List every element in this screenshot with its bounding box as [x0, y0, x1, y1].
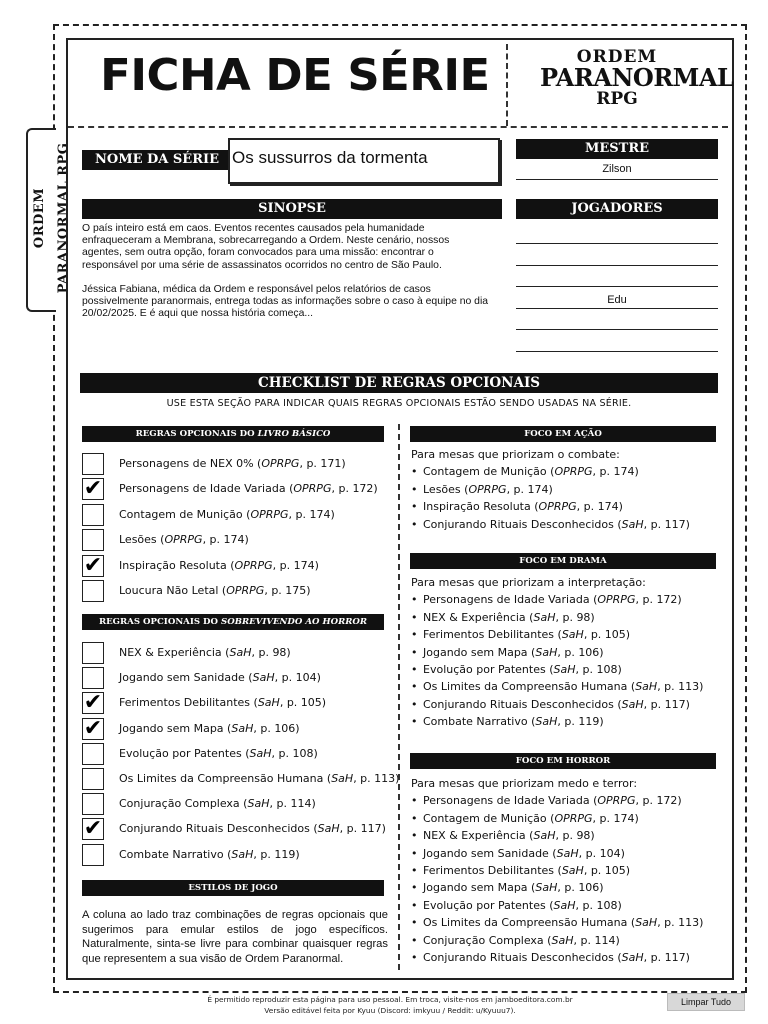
- rule-book: OPRPG: [250, 507, 289, 521]
- focus-item-page: , p. 174): [592, 811, 639, 825]
- focus-item-book: OPRPG: [597, 593, 636, 607]
- focus-item: [411, 498, 721, 515]
- rule-row: [82, 818, 392, 840]
- rule-row: [82, 552, 392, 578]
- rule-page: , p. 175): [264, 584, 311, 597]
- rule-label: [119, 848, 300, 861]
- focus-item-open: (: [589, 794, 598, 808]
- rule-page: , p. 98): [251, 646, 291, 659]
- rule-page: , p. 114): [269, 797, 316, 811]
- series-name-label: NOME DA SÉRIE: [82, 150, 232, 170]
- focus-item-open: (: [545, 663, 554, 677]
- focus-item-page: , p. 174): [576, 500, 623, 514]
- focus-item-name: Conjuração Complexa: [423, 933, 544, 947]
- focus-item: [411, 810, 721, 827]
- rule-name: Jogando sem Mapa: [119, 721, 224, 735]
- focus-item-name: Personagens de Idade Variada: [423, 593, 590, 607]
- focus-item-page: , p. 98): [555, 829, 595, 843]
- focus-list: [411, 591, 721, 730]
- rule-name: Evolução por Patentes: [119, 746, 242, 760]
- rule-label: [119, 772, 399, 785]
- rule-checkbox[interactable]: [82, 743, 104, 765]
- focus-item-book: SaH: [535, 881, 558, 895]
- rule-row: [82, 529, 392, 551]
- rule-label: [119, 584, 311, 597]
- focus-item-name: Evolução por Patentes: [423, 663, 546, 677]
- rule-row: [82, 642, 392, 664]
- focus-item-name: Inspiração Resoluta: [423, 500, 531, 514]
- rule-book: OPRPG: [293, 482, 332, 496]
- rule-name: NEX & Experiência: [119, 646, 222, 659]
- rule-book: SaH: [231, 721, 254, 735]
- rule-row: [82, 667, 392, 689]
- check-icon: ✔: [83, 715, 103, 741]
- focus-item-open: (: [525, 829, 534, 843]
- focus-intro: Para mesas que priorizam a interpretação:: [411, 576, 646, 589]
- focus-item-page: , p. 105): [583, 628, 631, 642]
- focus-item-open: (: [546, 811, 555, 825]
- master-label: MESTRE: [516, 139, 718, 159]
- focus-item: [411, 516, 721, 533]
- players-label: JOGADORES: [516, 199, 718, 219]
- rule-row: [82, 692, 392, 714]
- focus-item-name: Ferimentos Debilitantes: [423, 628, 555, 642]
- rule-open: (: [241, 746, 250, 760]
- focus-item-page: , p. 104): [578, 846, 625, 860]
- page-title: FICHA DE SÉRIE: [100, 50, 490, 101]
- side-tab-text: ORDEM PARANORMAL RPG: [32, 142, 71, 294]
- basic-rules-header: [82, 426, 384, 442]
- focus-item: [411, 678, 721, 695]
- rule-open: (: [323, 772, 332, 785]
- focus-item-book: SaH: [621, 951, 644, 965]
- focus-item-book: SaH: [553, 663, 576, 677]
- focus-item-book: SaH: [551, 933, 574, 947]
- focus-item-name: Jogando sem Mapa: [423, 645, 528, 659]
- rule-open: (: [221, 646, 230, 659]
- focus-item-name: Jogando sem Sanidade: [423, 846, 549, 860]
- focus-item-book: OPRPG: [597, 794, 636, 808]
- rule-name: Loucura Não Letal: [119, 584, 219, 597]
- focus-item-book: SaH: [556, 846, 579, 860]
- focus-item-page: , p. 172): [635, 593, 682, 607]
- focus-item-name: NEX & Experiência: [423, 829, 526, 843]
- logo-line1: ORDEM: [576, 47, 658, 67]
- player-input[interactable]: Edu: [607, 293, 627, 306]
- rule-book: SaH: [229, 646, 252, 659]
- rule-page: , p. 105): [279, 696, 327, 710]
- footer-line1: É permitido reproduzir esta página para uso pessoal. Em troca, visite-nos em jamboeditora.com.br: [207, 995, 573, 1004]
- focus-item-book: OPRPG: [468, 482, 507, 496]
- focus-item-book: SaH: [621, 517, 644, 531]
- rule-open: (: [244, 671, 253, 685]
- column-divider: [398, 424, 400, 970]
- rule-label: [119, 559, 319, 572]
- rule-checkbox[interactable]: [82, 529, 104, 551]
- rule-label: [119, 747, 318, 760]
- focus-action-header: FOCO EM AÇÃO: [410, 426, 716, 442]
- player-input[interactable]: [516, 313, 718, 329]
- rule-checkbox[interactable]: [82, 552, 104, 578]
- styles-header: ESTILOS DE JOGO: [82, 880, 384, 896]
- rule-row: [82, 844, 392, 866]
- focus-item-name: NEX & Experiência: [423, 610, 526, 624]
- focus-item-open: (: [543, 933, 552, 947]
- focus-action-block: [411, 446, 721, 533]
- rule-label: [119, 822, 386, 835]
- rule-page: , p. 113): [353, 772, 400, 785]
- focus-item: [411, 862, 721, 879]
- focus-item-name: Conjurando Rituais Desconhecidos: [423, 697, 614, 711]
- focus-item: [411, 626, 721, 643]
- logo-line3: RPG: [596, 89, 638, 109]
- rule-book: OPRPG: [234, 558, 273, 572]
- focus-item-book: SaH: [635, 680, 658, 694]
- rule-page: , p. 172): [331, 482, 378, 496]
- rule-page: , p. 174): [288, 507, 335, 521]
- rule-label: [119, 696, 326, 709]
- focus-item-open: (: [548, 846, 557, 860]
- rule-open: (: [253, 457, 262, 470]
- rule-page: , p. 171): [299, 457, 346, 470]
- focus-item: [411, 696, 721, 713]
- rule-name: Personagens de Idade Variada: [119, 482, 286, 496]
- focus-item: [411, 879, 721, 896]
- rule-open: (: [239, 797, 248, 811]
- rule-page: , p. 106): [253, 721, 300, 735]
- focus-item: [411, 713, 721, 730]
- focus-item-page: , p. 174): [592, 465, 639, 479]
- focus-item-open: (: [554, 628, 562, 642]
- focus-item-name: Combate Narrativo: [423, 715, 528, 729]
- rule-checkbox[interactable]: [82, 768, 104, 790]
- rule-page: , p. 108): [271, 746, 318, 760]
- focus-item-open: (: [460, 482, 469, 496]
- focus-item-page: , p. 108): [575, 663, 622, 677]
- checklist-subtitle: USE ESTA SEÇÃO PARA INDICAR QUAIS REGRAS OPCIONAIS ESTÃO SENDO USADAS NA SÉRIE.: [166, 398, 632, 409]
- rule-checkbox[interactable]: [82, 818, 104, 840]
- rule-row: [82, 768, 400, 790]
- rule-name: Contagem de Munição: [119, 507, 243, 521]
- focus-item-open: (: [613, 517, 622, 531]
- rule-checkbox[interactable]: [82, 478, 104, 500]
- focus-item-name: Evolução por Patentes: [423, 898, 546, 912]
- focus-item-page: , p. 113): [657, 680, 704, 694]
- rule-open: (: [218, 584, 227, 597]
- rule-open: (: [250, 696, 258, 710]
- focus-item: [411, 932, 721, 949]
- focus-list: [411, 463, 721, 533]
- player-input[interactable]: [516, 270, 718, 286]
- synopsis-text[interactable]: [82, 223, 492, 332]
- clear-all-button[interactable]: Limpar Tudo: [667, 993, 745, 1011]
- focus-item-book: SaH: [535, 715, 558, 729]
- focus-item-open: (: [530, 500, 539, 514]
- focus-item-open: (: [613, 951, 622, 965]
- focus-item: [411, 644, 721, 661]
- rule-open: (: [156, 533, 165, 547]
- focus-item-page: , p. 117): [643, 697, 690, 711]
- focus-item: [411, 609, 721, 626]
- focus-item-open: (: [546, 465, 555, 479]
- rule-checkbox[interactable]: [82, 504, 104, 526]
- focus-item-page: , p. 174): [506, 482, 553, 496]
- rule-checkbox[interactable]: [82, 580, 104, 602]
- rule-name: Lesões: [119, 533, 157, 547]
- focus-item-page: , p. 117): [643, 951, 690, 965]
- focus-item: [411, 845, 721, 862]
- focus-item-open: (: [589, 593, 598, 607]
- focus-item-book: SaH: [533, 829, 556, 843]
- focus-list: [411, 792, 721, 966]
- focus-item-name: Contagem de Munição: [423, 465, 547, 479]
- focus-item: [411, 463, 721, 480]
- logo: [540, 47, 734, 109]
- rule-page: , p. 174): [272, 558, 319, 572]
- rule-row: [82, 743, 392, 765]
- focus-item-name: Os Limites da Compreensão Humana: [423, 916, 628, 930]
- horror-rules-header: [82, 614, 384, 630]
- focus-item: [411, 949, 721, 966]
- focus-item-name: Conjurando Rituais Desconhecidos: [423, 951, 614, 965]
- player-underline: [516, 286, 718, 287]
- rule-label: [119, 797, 316, 810]
- focus-item-page: , p. 106): [557, 881, 604, 895]
- focus-item-open: (: [545, 898, 554, 912]
- focus-item: [411, 827, 721, 844]
- basic-rules-header-text: REGRAS OPCIONAIS DO: [135, 429, 258, 439]
- rule-page: , p. 119): [253, 847, 300, 861]
- rule-open: (: [285, 482, 294, 496]
- rule-name: Conjurando Rituais Desconhecidos: [119, 822, 310, 836]
- focus-item-book: SaH: [561, 628, 584, 642]
- checklist-title: CHECKLIST DE REGRAS OPCIONAIS: [80, 373, 718, 393]
- player-input[interactable]: [516, 249, 718, 265]
- rule-page: , p. 174): [202, 533, 249, 547]
- focus-item-open: (: [525, 610, 534, 624]
- rule-label: [119, 722, 300, 735]
- rule-open: (: [223, 847, 232, 861]
- rule-checkbox[interactable]: [82, 667, 104, 689]
- focus-item-book: SaH: [621, 697, 644, 711]
- focus-item-open: (: [627, 916, 636, 930]
- rule-book: SaH: [247, 797, 270, 811]
- rule-name: Ferimentos Debilitantes: [119, 696, 251, 710]
- focus-item-page: , p. 105): [583, 864, 631, 878]
- focus-item-open: (: [527, 881, 536, 895]
- focus-item-open: (: [627, 680, 636, 694]
- focus-item: [411, 897, 721, 914]
- player-underline: [516, 329, 718, 330]
- header-bottom-divider: [68, 126, 728, 128]
- horror-rules-header-book: SOBREVIVENDO AO HORROR: [221, 617, 368, 627]
- rule-name: Conjuração Complexa: [119, 797, 240, 811]
- rule-book: SaH: [231, 847, 254, 861]
- rule-book: OPRPG: [226, 584, 265, 597]
- basic-rules-header-book: LIVRO BÁSICO: [257, 429, 331, 439]
- rule-label: [119, 482, 378, 495]
- rule-name: Inspiração Resoluta: [119, 558, 227, 572]
- focus-intro: Para mesas que priorizam o combate:: [411, 448, 620, 461]
- player-input[interactable]: [516, 335, 718, 351]
- focus-item-page: , p. 119): [557, 715, 604, 729]
- rule-checkbox[interactable]: [82, 793, 104, 815]
- focus-item-name: Contagem de Munição: [423, 811, 547, 825]
- footer: [120, 995, 660, 1016]
- footer-line2: Versão editável feita por Kyuu (Discord: imkyuu / Reddit: u/Kyuuu7).: [264, 1005, 516, 1015]
- rule-label: [119, 508, 335, 521]
- focus-item-name: Conjurando Rituais Desconhecidos: [423, 517, 614, 531]
- player-underline: [516, 243, 718, 244]
- focus-item-book: SaH: [553, 898, 576, 912]
- rule-label: [119, 671, 321, 684]
- synopsis-paragraph-1: O país inteiro está em caos. Eventos recentes causados pela humanidade enfraqueceram a Membrana, sobrecarregando a Ordem. Neste cenário, nossos agentes, sem outra opção, foram convocados para uma missão: encontrar o responsável por uma série de assassinatos ocorridos no centro de São Paulo.: [82, 223, 450, 271]
- rule-checkbox[interactable]: [82, 715, 104, 741]
- synopsis-label: SINOPSE: [82, 199, 502, 219]
- rule-page: , p. 117): [339, 822, 386, 836]
- rule-checkbox[interactable]: [82, 692, 104, 714]
- rule-row: [82, 504, 392, 526]
- focus-item-page: , p. 114): [573, 933, 620, 947]
- focus-item: [411, 914, 721, 931]
- focus-item-page: , p. 106): [557, 645, 604, 659]
- focus-item-page: , p. 113): [657, 916, 704, 930]
- player-underline: [516, 308, 718, 309]
- rule-checkbox[interactable]: [82, 453, 104, 475]
- rule-book: OPRPG: [164, 533, 203, 547]
- rule-label: [119, 646, 291, 659]
- focus-item-name: Jogando sem Mapa: [423, 881, 528, 895]
- focus-item-name: Ferimentos Debilitantes: [423, 864, 555, 878]
- focus-item-page: , p. 172): [635, 794, 682, 808]
- player-underline: [516, 265, 718, 266]
- focus-item-book: OPRPG: [554, 465, 593, 479]
- rule-row: [82, 478, 392, 500]
- focus-item: [411, 481, 721, 498]
- rule-book: SaH: [257, 696, 280, 710]
- focus-item-book: SaH: [533, 610, 556, 624]
- logo-line2: PARANORMAL: [540, 63, 734, 92]
- focus-drama-header: FOCO EM DRAMA: [410, 553, 716, 569]
- focus-item-book: SaH: [561, 864, 584, 878]
- rule-name: Combate Narrativo: [119, 847, 224, 861]
- rule-checkbox[interactable]: [82, 642, 104, 664]
- focus-intro: Para mesas que priorizam medo e terror:: [411, 777, 638, 790]
- focus-item-page: , p. 108): [575, 898, 622, 912]
- master-underline: [516, 179, 718, 180]
- master-input[interactable]: Zilson: [602, 163, 632, 175]
- rule-book: SaH: [252, 671, 275, 685]
- focus-item-page: , p. 98): [555, 610, 595, 624]
- rule-label: [119, 533, 249, 546]
- check-icon: ✔: [83, 816, 103, 842]
- rule-name: Os Limites da Compreensão Humana: [119, 772, 324, 785]
- focus-item-book: SaH: [635, 916, 658, 930]
- check-icon: ✔: [83, 690, 103, 716]
- focus-item: [411, 661, 721, 678]
- focus-item-name: Personagens de Idade Variada: [423, 794, 590, 808]
- focus-drama-block: [411, 574, 721, 731]
- rule-book: SaH: [249, 746, 272, 760]
- rule-page: , p. 104): [274, 671, 321, 685]
- check-icon: ✔: [83, 476, 103, 502]
- rule-open: (: [309, 822, 318, 836]
- header-divider: [506, 44, 508, 126]
- check-icon: ✔: [83, 552, 103, 578]
- rule-name: Personagens de NEX 0%: [119, 457, 254, 470]
- rule-open: (: [223, 721, 232, 735]
- focus-item-book: OPRPG: [538, 500, 577, 514]
- rule-book: SaH: [331, 772, 354, 785]
- focus-item-open: (: [554, 864, 562, 878]
- series-name-value[interactable]: Os sussurros da tormenta: [232, 148, 428, 167]
- rule-open: (: [226, 558, 235, 572]
- focus-horror-block: [411, 775, 721, 966]
- focus-item-book: SaH: [535, 645, 558, 659]
- rule-row: [82, 715, 392, 741]
- horror-rules-header-text: REGRAS OPCIONAIS DO: [98, 617, 221, 627]
- player-underline: [516, 351, 718, 352]
- rule-book: SaH: [317, 822, 340, 836]
- focus-item-open: (: [527, 645, 536, 659]
- focus-item-name: Os Limites da Compreensão Humana: [423, 680, 628, 694]
- rule-name: Jogando sem Sanidade: [119, 671, 245, 685]
- synopsis-paragraph-2: Jéssica Fabiana, médica da Ordem e responsável pelos relatórios de casos possivelmente paranormais, entrega todas as informações sobre o caso à equipe no dia 20/02/2025. E é aqui que nossa história começa...: [82, 283, 489, 320]
- focus-horror-header: FOCO EM HORROR: [410, 753, 716, 769]
- focus-item-open: (: [613, 697, 622, 711]
- focus-item-open: (: [527, 715, 536, 729]
- rule-row: [82, 793, 392, 815]
- rule-row: [82, 453, 392, 475]
- rule-row: [82, 580, 392, 602]
- focus-item-name: Lesões: [423, 482, 461, 496]
- rule-label: [119, 457, 346, 470]
- rule-open: (: [242, 507, 251, 521]
- player-input[interactable]: [516, 227, 718, 243]
- focus-item: [411, 591, 721, 608]
- focus-item-book: OPRPG: [554, 811, 593, 825]
- focus-item: [411, 792, 721, 809]
- focus-item-page: , p. 117): [643, 517, 690, 531]
- rule-checkbox[interactable]: [82, 844, 104, 866]
- rule-book: OPRPG: [261, 457, 300, 470]
- styles-text: A coluna ao lado traz combinações de regras opcionais que sugerimos para emular estilos de jogo específicos. Naturalmente, sinta-se livre para combinar quaisquer regras que representem a sua visão de Ordem Paranormal.: [82, 909, 388, 965]
